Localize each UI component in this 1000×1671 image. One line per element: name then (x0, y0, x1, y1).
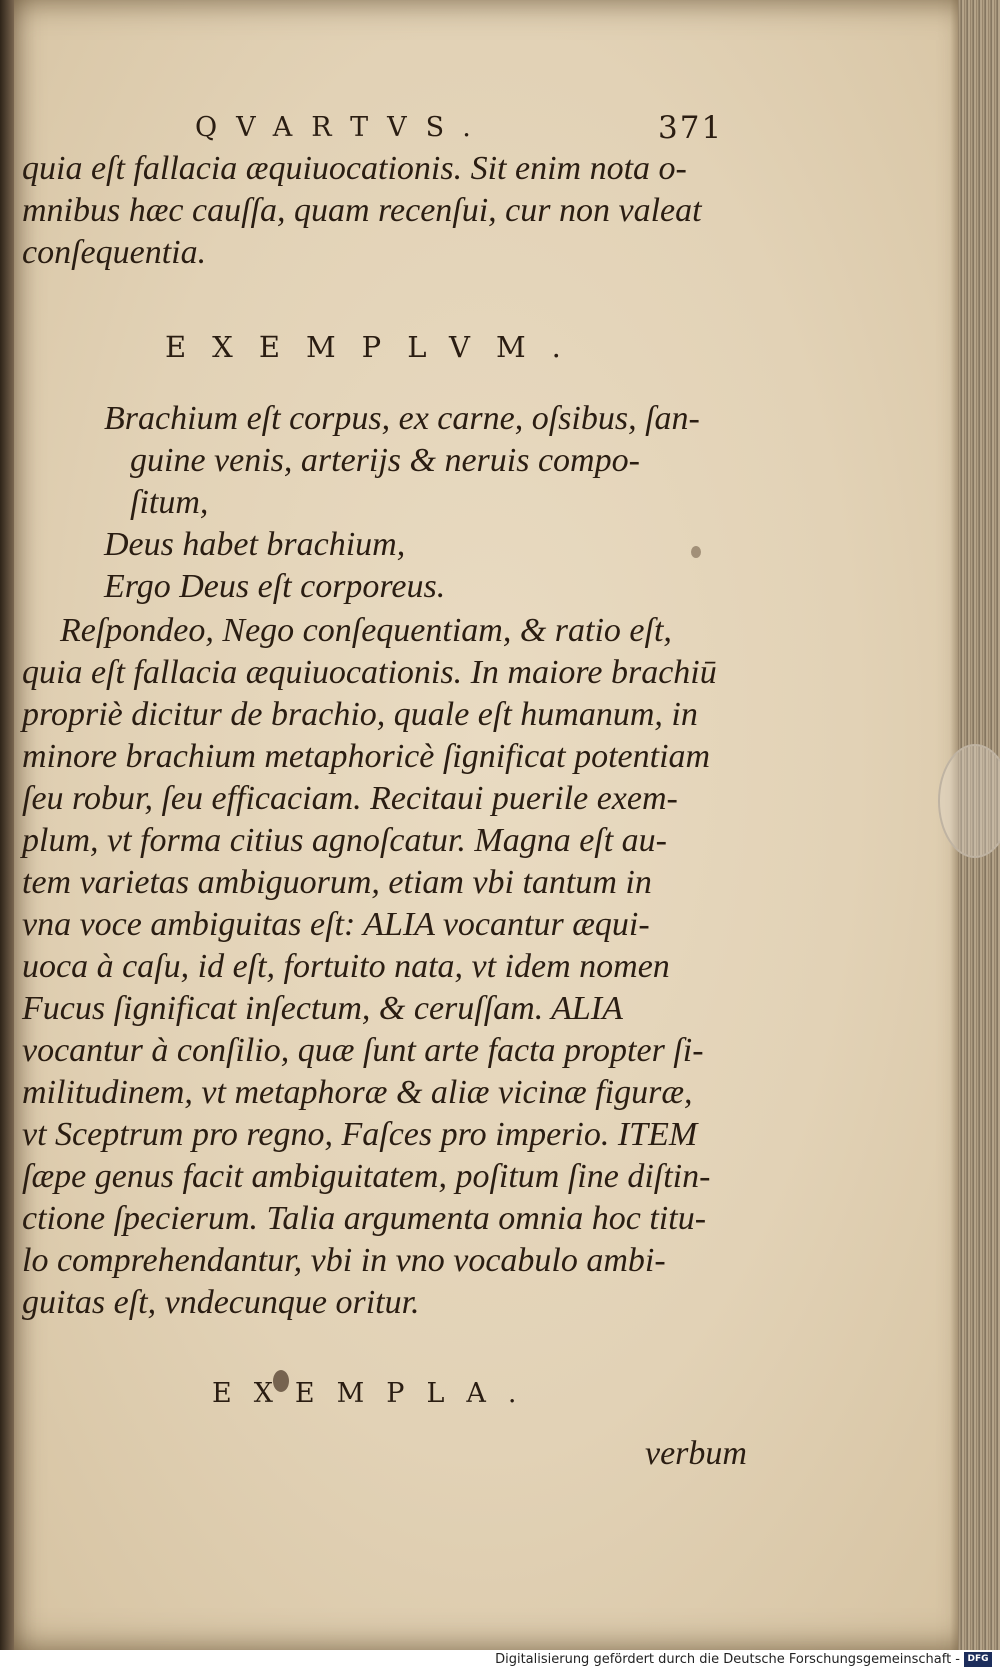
text-line: plum, vt forma citius agnoſcatur. Magna eſt au- (22, 822, 668, 859)
text-line: Fucus ſignificat inſectum, & ceruſſam. ALIA (22, 990, 623, 1027)
text-line: vt Sceptrum pro regno, Faſces pro imperio. ITEM (22, 1116, 698, 1153)
footer-credit: Digitalisierung gefördert durch die Deutsche Forschungsgemeinschaft - (495, 1652, 960, 1667)
example-line: guine venis, arterijs & neruis compo- (130, 442, 640, 479)
example-line: ſitum, (130, 484, 209, 521)
dfg-logo: DFG (964, 1652, 992, 1667)
text-line: ctione ſpecierum. Talia argumenta omnia hoc titu- (22, 1200, 707, 1237)
digitization-footer (0, 1650, 1000, 1671)
text-line: quia eſt fallacia æquiuocationis. In maiore brachiū (22, 654, 717, 691)
running-head: QVARTVS. (195, 112, 490, 143)
text-line: Reſpondeo, Nego conſequentiam, & ratio eſt, (60, 612, 672, 649)
text-line: militudinem, vt metaphoræ & aliæ vicinæ figuræ, (22, 1074, 693, 1111)
example-line: Brachium eſt corpus, ex carne, oſsibus, ſan- (104, 400, 700, 437)
page-number: 371 (658, 110, 724, 146)
text-line: propriè dicitur de brachio, quale eſt humanum, in (22, 696, 698, 733)
text-line: ſæpe genus facit ambiguitatem, poſitum ſine diſtin- (22, 1158, 711, 1195)
text-line: uoca à caſu, id eſt, fortuito nata, vt idem nomen (22, 948, 670, 985)
text-line: lo comprehendantur, vbi in vno vocabulo ambi- (22, 1242, 666, 1279)
text-line: tem varietas ambiguorum, etiam vbi tantum in (22, 864, 652, 901)
text-line: vna voce ambiguitas eſt: ALIA vocantur æqui- (22, 906, 650, 943)
example-line: Deus habet brachium, (104, 526, 406, 563)
section-heading: EXEMPLVM. (165, 330, 587, 364)
text-line: conſequentia. (22, 234, 207, 271)
section-heading: EXEMPLA. (212, 1378, 539, 1409)
text-line: vocantur à conſilio, quæ ſunt arte facta propter ſi- (22, 1032, 704, 1069)
book-spine-edge (0, 0, 14, 1650)
catchword: verbum (645, 1435, 747, 1472)
text-line: minore brachium metaphoricè ſignificat potentiam (22, 738, 711, 775)
ink-stain (691, 546, 701, 558)
text-line: ſeu robur, ſeu efficaciam. Recitaui puerile exem- (22, 780, 678, 817)
example-line: Ergo Deus eſt corporeus. (104, 568, 446, 605)
text-line: quia eſt fallacia æquiuocationis. Sit enim nota o- (22, 150, 687, 187)
text-line: guitas eſt, vndecunque oritur. (22, 1284, 420, 1321)
text-line: mnibus hæc cauſſa, quam recenſui, cur non valeat (22, 192, 702, 229)
